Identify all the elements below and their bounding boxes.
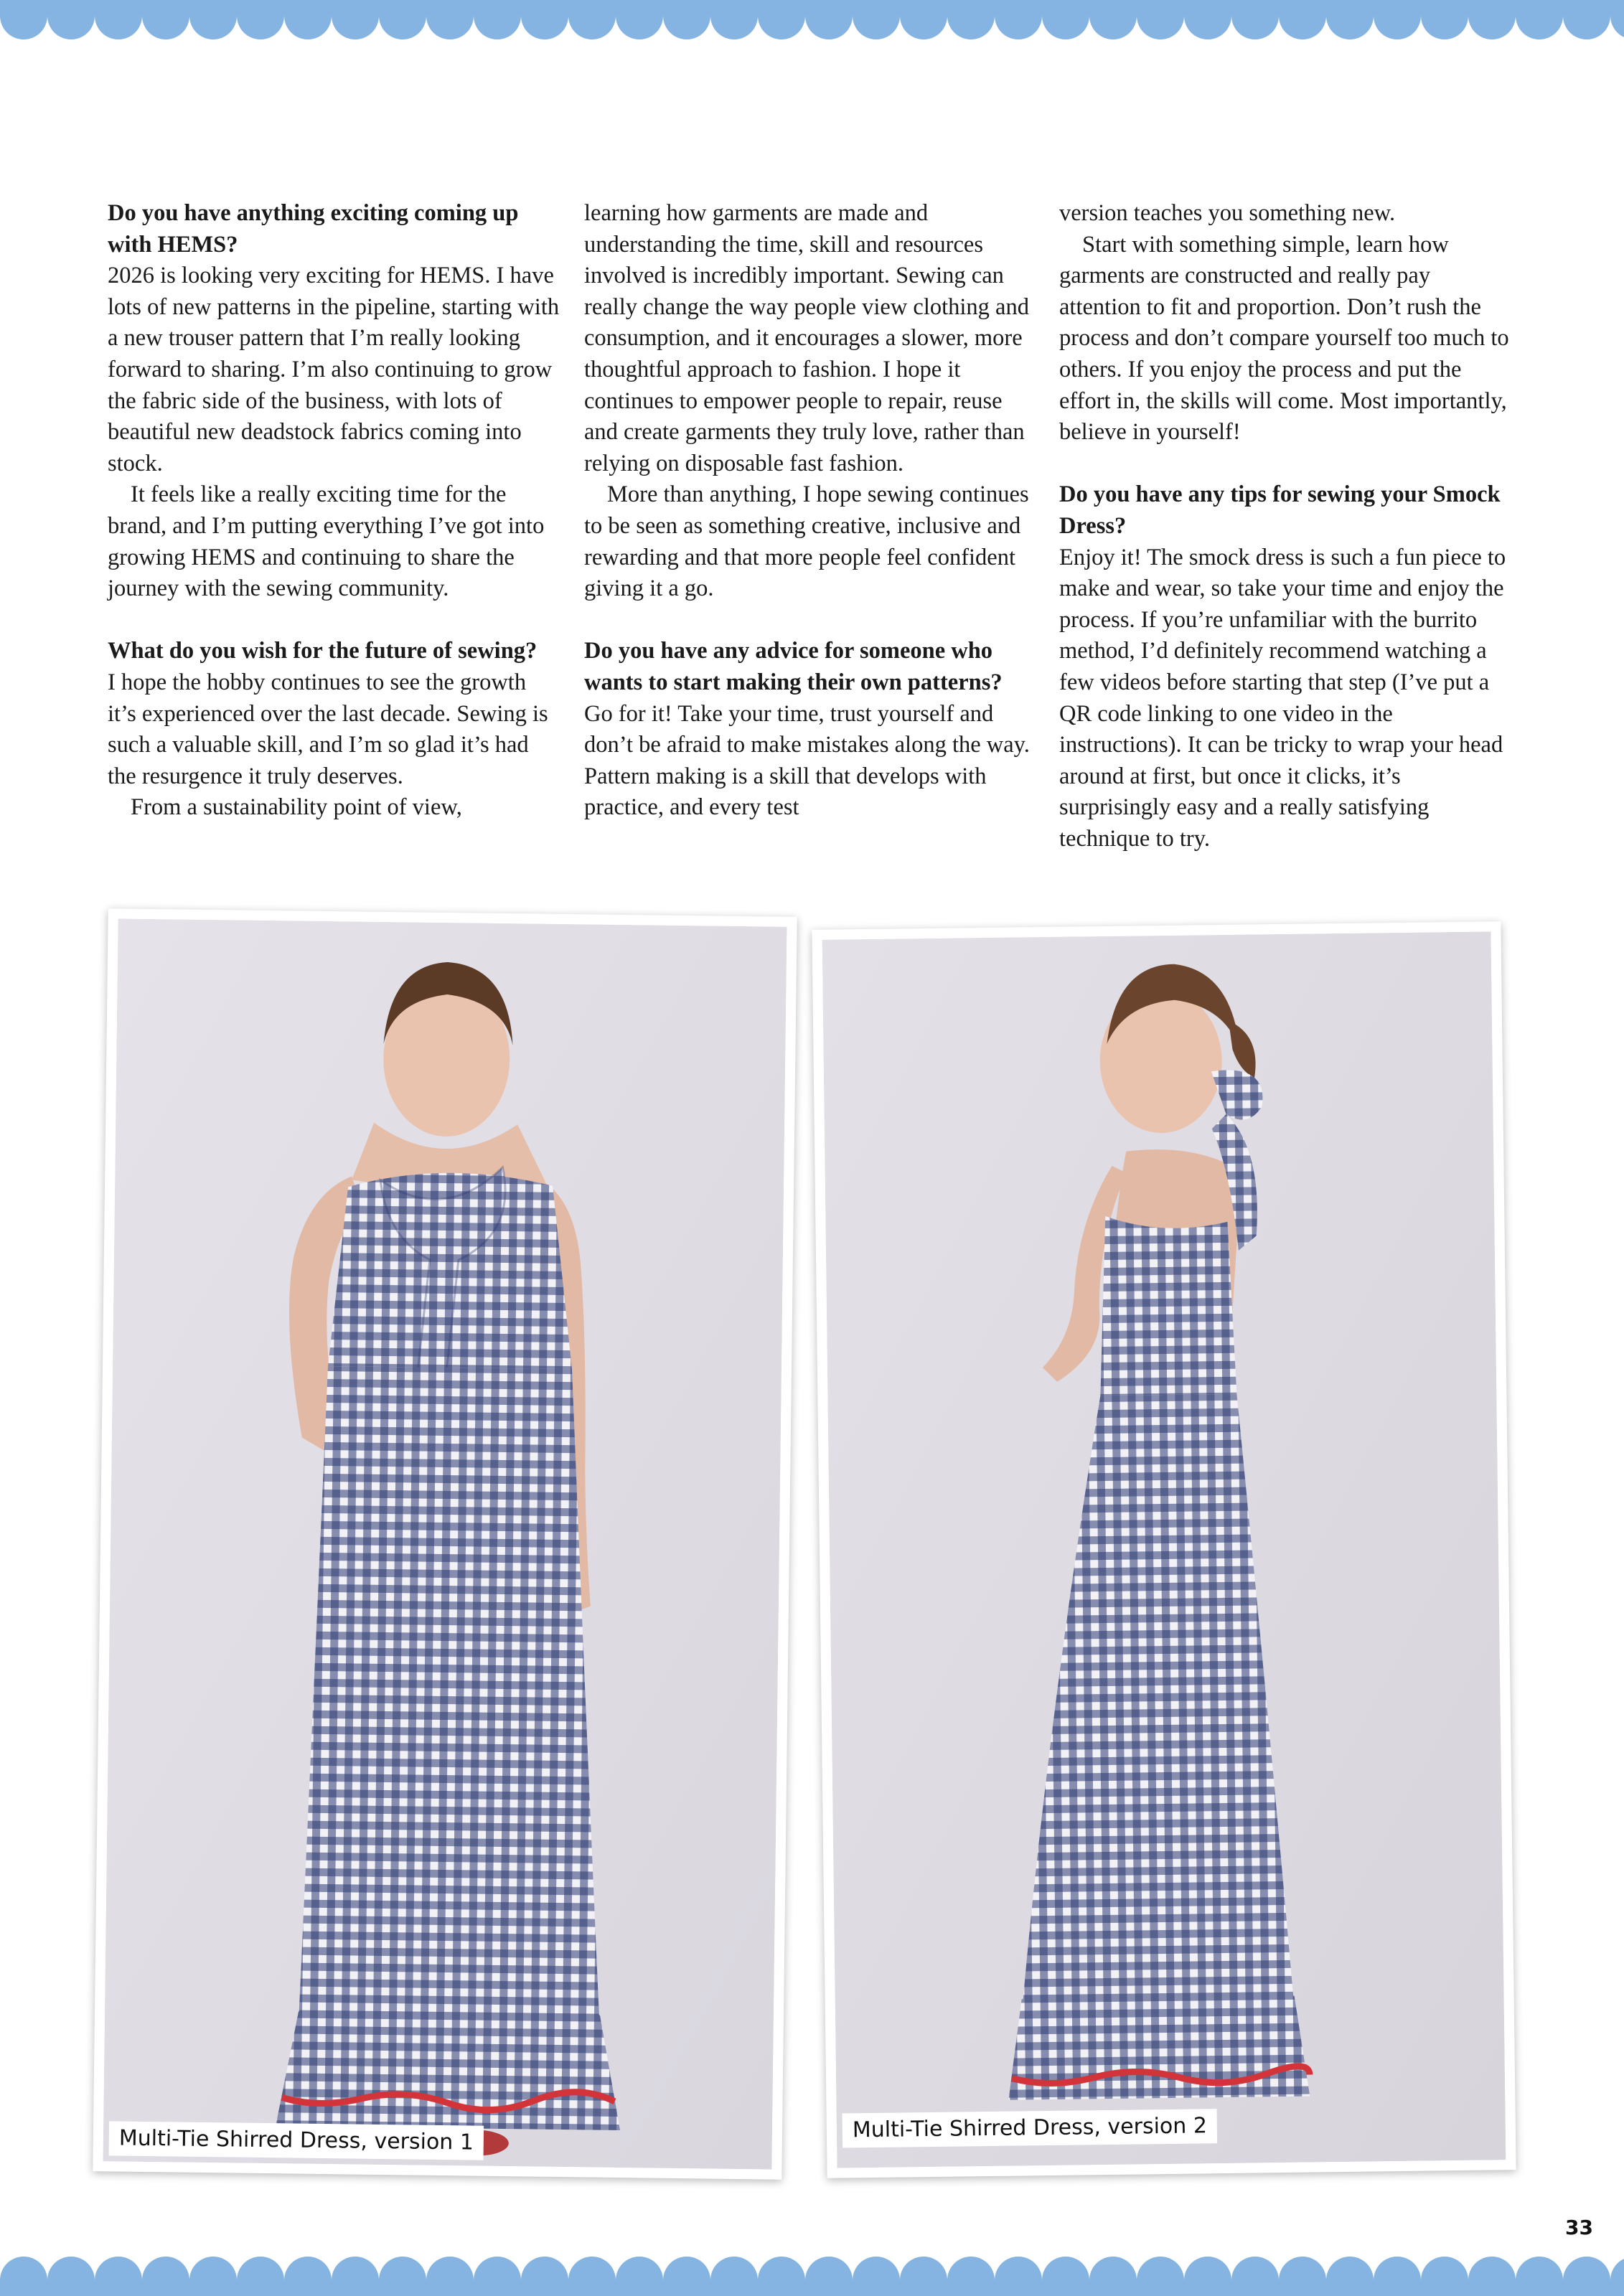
photo-dress-version-1 xyxy=(93,908,797,2180)
scallop-border-bottom xyxy=(0,2253,1624,2296)
dress-photo-image xyxy=(822,931,1506,2168)
text-column-3 xyxy=(1059,198,1511,855)
answer-paragraph: version teaches you something new. xyxy=(1059,200,1396,226)
answer-paragraph: From a sustainability point of view, xyxy=(131,794,462,821)
question-heading: Do you have any tips for sewing your Smock Dress? xyxy=(1059,481,1501,539)
text-column-2 xyxy=(584,198,1036,824)
answer-paragraph: learning how garments are made and understanding the time, skill and resources involved is incredibly important. Sewing can really change the way people view clothing and consumption, and it encourages a slower, more thoughtful approach to fashion. I hope it continues to empower people to repair, reuse and create garments they truly love, rather than relying on disposable fast fashion. xyxy=(584,200,1029,476)
photo-caption: Multi-Tie Shirred Dress, version 1 xyxy=(109,2121,484,2160)
question-heading: Do you have anything exciting coming up with HEMS? xyxy=(108,200,519,258)
scallop-border-top xyxy=(0,0,1624,43)
text-column-1 xyxy=(108,198,560,824)
answer-paragraph: More than anything, I hope sewing continues to be seen as something creative, inclusive and rewarding and that more people feel confident giving it a go. xyxy=(584,481,1029,602)
answer-paragraph: Start with something simple, learn how garments are constructed and really pay attention to fit and proportion. Don’t rush the process and don’t compare yourself too much to others. If you enjoy the process and put the effort in, the skills will come. Most importantly, believe in yourself! xyxy=(1059,231,1509,446)
question-heading: Do you have any advice for someone who wants to start making their own patterns? xyxy=(584,638,1003,695)
answer-paragraph: It feels like a really exciting time for the brand, and I’m putting everything I’ve got into growing HEMS and continuing to share the journey with the sewing community. xyxy=(108,481,545,602)
page-number: 33 xyxy=(1565,2216,1593,2239)
answer-paragraph: I hope the hobby continues to see the growth it’s experienced over the last decade. Sewing is such a valuable skill, and I’m so glad it’s had the resurgence it truly deserves. xyxy=(108,669,548,789)
photo-dress-version-2 xyxy=(812,921,1516,2178)
article-columns xyxy=(108,198,1514,887)
question-heading: What do you wish for the future of sewing? xyxy=(108,638,538,664)
dress-photo-image xyxy=(103,918,787,2169)
answer-paragraph: Enjoy it! The smock dress is such a fun piece to make and wear, so take your time and enjoy the process. If you’re unfamiliar with the burrito method, I’d definitely recommend watching a few videos before starting that step (I’ve put a QR code linking to one video in the instructions). It can be tricky to wrap your head around at first, but once it clicks, it’s surprisingly easy and a really satisfying technique to try. xyxy=(1059,544,1506,852)
answer-paragraph: Go for it! Take your time, trust yourself and don’t be afraid to make mistakes along the way. Pattern making is a skill that develops with practice, and every test xyxy=(584,700,1030,821)
answer-paragraph: 2026 is looking very exciting for HEMS. I have lots of new patterns in the pipeline, starting with a new trouser pattern that I’m really looking forward to sharing. I’m also continuing to grow the fabric side of the business, with lots of beautiful new deadstock fabrics coming into stock. xyxy=(108,263,560,476)
photo-caption: Multi-Tie Shirred Dress, version 2 xyxy=(842,2109,1218,2147)
